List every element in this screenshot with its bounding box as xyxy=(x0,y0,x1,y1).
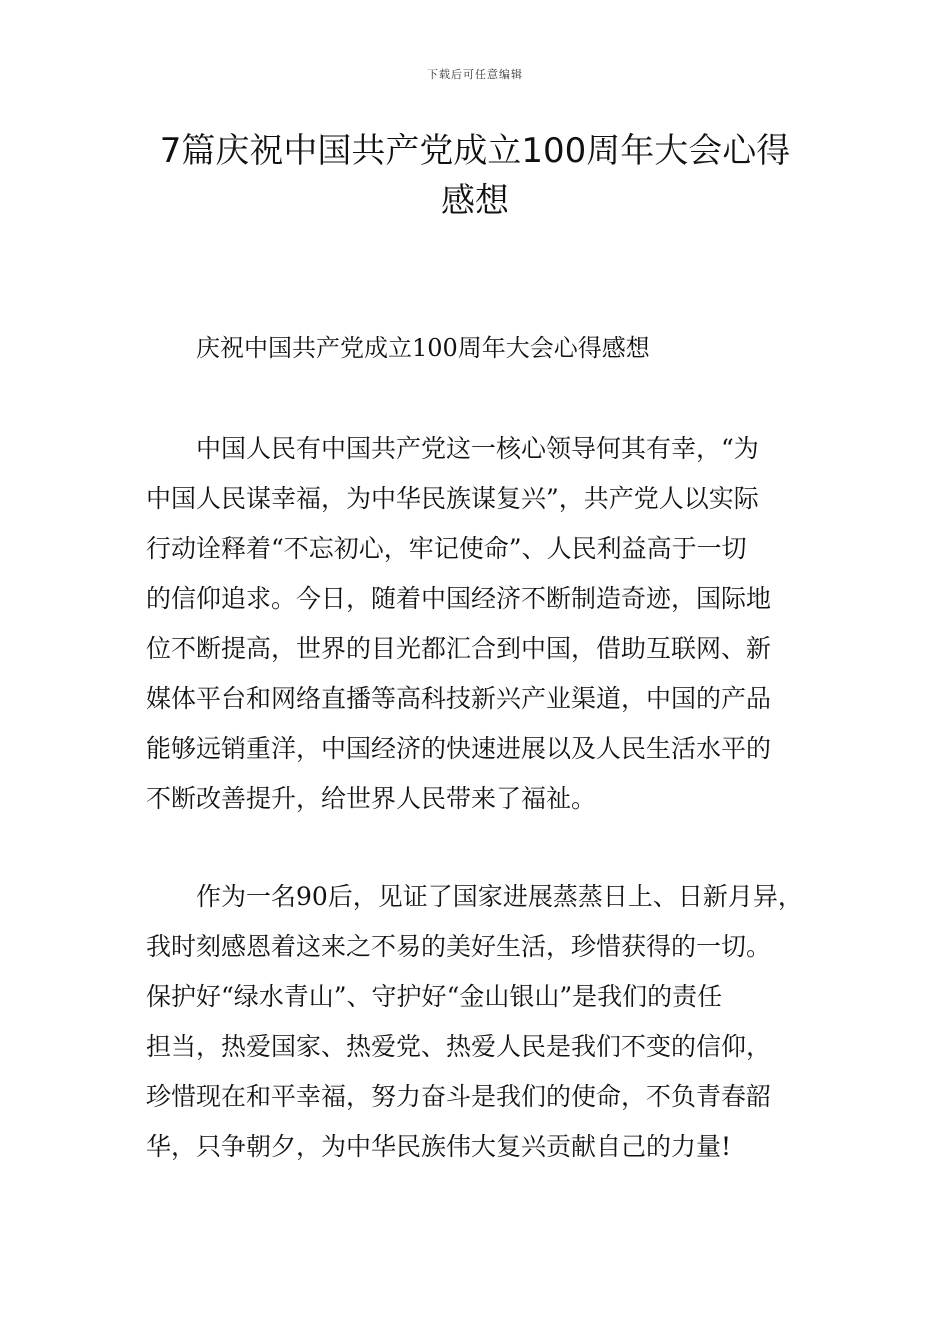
paragraph-line: 媒体平台和网络直播等高科技新兴产业渠道，中国的产品 xyxy=(146,684,772,713)
header-note: 下载后可任意编辑 xyxy=(427,68,523,81)
paragraph-line: 中国人民有中国共产党这一核心领导何其有幸，“为 xyxy=(196,434,759,463)
paragraph-line: 的信仰追求。今日，随着中国经济不断制造奇迹，国际地 xyxy=(146,584,772,613)
paragraph-line: 珍惜现在和平幸福，努力奋斗是我们的使命，不负青春韶 xyxy=(146,1082,772,1111)
document-title xyxy=(120,126,830,226)
paragraph-line: 我时刻感恩着这来之不易的美好生活，珍惜获得的一切。 xyxy=(146,932,772,961)
paragraph-line: 作为一名90后，见证了国家进展蒸蒸日上、日新月异， xyxy=(196,882,803,911)
paragraph-line: 中国人民谋幸福，为中华民族谋复兴”，共产党人以实际 xyxy=(146,484,759,513)
document-subtitle: 庆祝中国共产党成立100周年大会心得感想 xyxy=(196,334,650,362)
paragraph xyxy=(146,872,826,1172)
title-line: 7篇庆祝中国共产党成立100周年大会心得 xyxy=(159,131,791,171)
paragraph-line: 担当，热爱国家、热爱党、热爱人民是我们不变的信仰， xyxy=(146,1032,772,1061)
paragraph-line: 行动诠释着“不忘初心，牢记使命”、人民利益高于一切 xyxy=(146,534,747,563)
paragraph-line: 不断改善提升，给世界人民带来了福祉。 xyxy=(146,784,597,813)
title-line: 感想 xyxy=(441,181,509,221)
paragraph-line: 位不断提高，世界的目光都汇合到中国，借助互联网、新 xyxy=(146,634,772,663)
paragraph-line: 保护好“绿水青山”、守护好“金山银山”是我们的责任 xyxy=(146,982,723,1011)
paragraph-line: 华，只争朝夕，为中华民族伟大复兴贡献自己的力量! xyxy=(146,1132,732,1161)
paragraph-line: 能够远销重洋，中国经济的快速进展以及人民生活水平的 xyxy=(146,734,772,763)
paragraph xyxy=(146,424,826,824)
